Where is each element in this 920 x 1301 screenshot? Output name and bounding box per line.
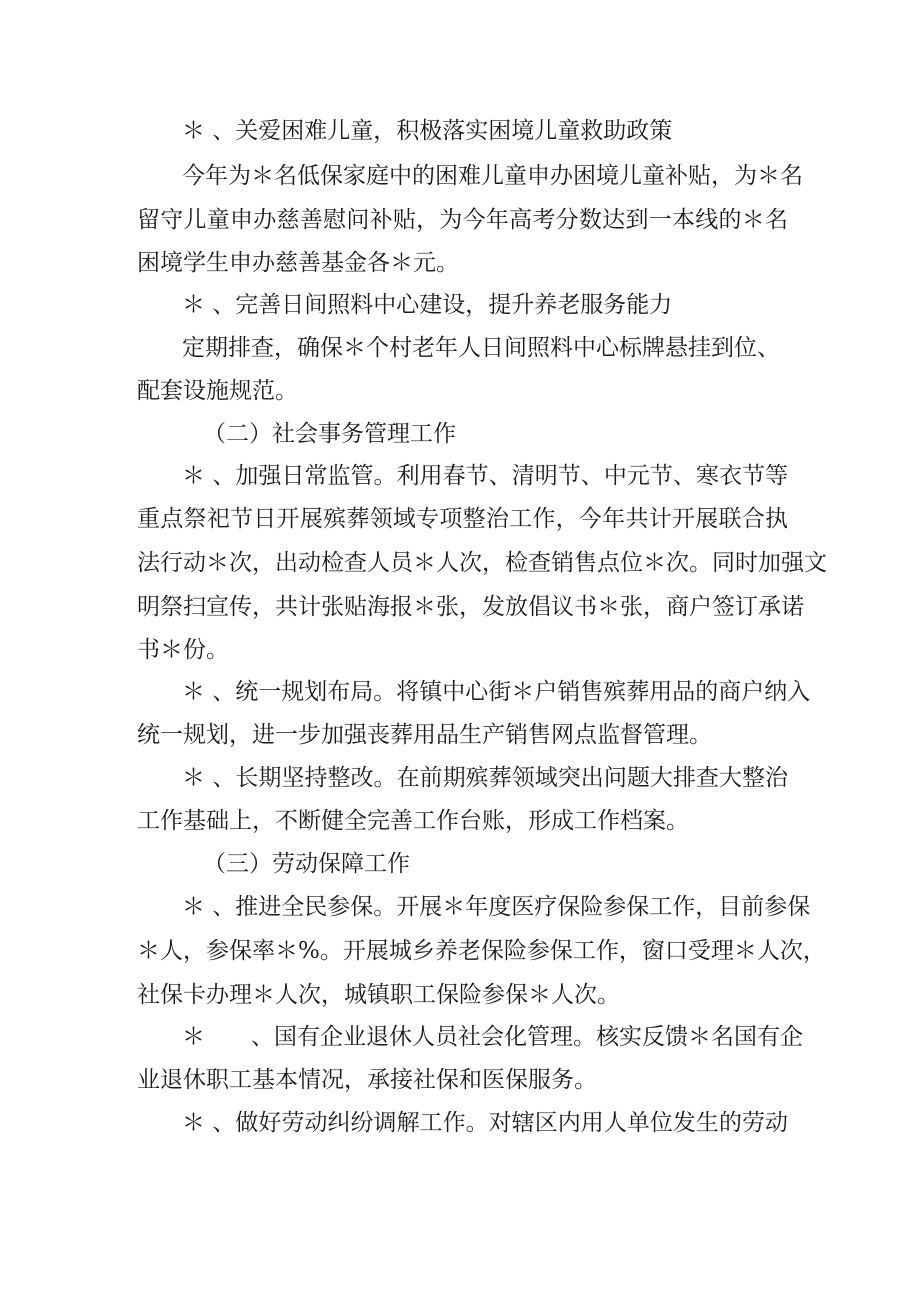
- paragraph-line: 困境学生申办慈善基金各＊元。: [137, 250, 459, 276]
- paragraph-line: 工作基础上，不断健全完善工作台账，形成工作档案。: [137, 808, 689, 834]
- paragraph-line: ＊ 、做好劳动纠纷调解工作。对辖区内用人单位发生的劳动: [182, 1110, 788, 1136]
- section-heading-labor-security: （三）劳动保障工作: [203, 851, 410, 877]
- paragraph-line: ＊ 、国有企业退休人员社会化管理。核实反馈＊名国有企: [182, 1024, 803, 1050]
- paragraph-line: 配套设施规范。: [137, 378, 298, 404]
- paragraph-line: ＊ 、长期坚持整改。在前期殡葬领域突出问题大排查大整治: [182, 765, 788, 791]
- paragraph-line: 今年为＊名低保家庭中的困难儿童申办困境儿童补贴，为＊名: [182, 163, 803, 189]
- paragraph-line: 留守儿童申办慈善慰问补贴，为今年高考分数达到一本线的＊名: [137, 207, 788, 233]
- paragraph-line: 书＊份。: [137, 637, 229, 663]
- heading-help-children: ＊ 、关爱困难儿童，积极落实困境儿童救助政策: [182, 118, 673, 144]
- paragraph-line: 定期排查，确保＊个村老年人日间照料中心标牌悬挂到位、: [182, 335, 780, 361]
- paragraph-line: 重点祭祀节日开展殡葬领域专项整治工作，今年共计开展联合执: [137, 506, 788, 532]
- paragraph-line: ＊ 、统一规划布局。将镇中心街＊户销售殡葬用品的商户纳入: [182, 679, 811, 705]
- paragraph-line: 明祭扫宣传，共计张贴海报＊张，发放倡议书＊张，商户签订承诺: [137, 594, 804, 620]
- paragraph-line: ＊ 、加强日常监管。利用春节、清明节、中元节、寒衣节等: [182, 463, 788, 489]
- paragraph-line: ＊ 、推进全民参保。开展＊年度医疗保险参保工作，目前参保: [182, 894, 811, 920]
- section-heading-social-affairs: （二）社会事务管理工作: [203, 421, 456, 447]
- paragraph-line: 法行动＊次，出动检查人员＊人次，检查销售点位＊次。同时加强文: [137, 550, 827, 576]
- paragraph-line: ＊人，参保率＊%。开展城乡养老保险参保工作，窗口受理＊人次，: [137, 938, 826, 964]
- paragraph-line: 统一规划，进一步加强丧葬用品生产销售网点监督管理。: [137, 722, 712, 748]
- paragraph-line: 社保卡办理＊人次，城镇职工保险参保＊人次。: [137, 982, 620, 1008]
- heading-daycare-center: ＊ 、完善日间照料中心建设，提升养老服务能力: [182, 292, 673, 318]
- paragraph-line: 业退休职工基本情况，承接社保和医保服务。: [137, 1067, 597, 1093]
